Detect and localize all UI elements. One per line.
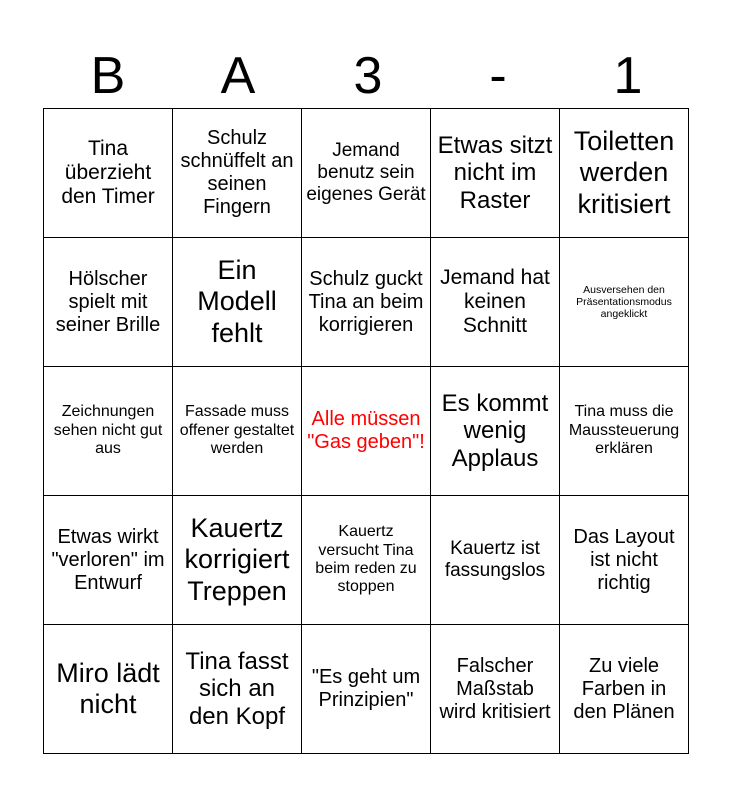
bingo-cell[interactable]: Tina fasst sich an den Kopf [173, 625, 302, 754]
header-letter: - [489, 47, 507, 105]
bingo-cell[interactable]: Tina überzieht den Timer [44, 109, 173, 238]
bingo-row [44, 496, 689, 625]
bingo-cell[interactable]: "Es geht um Prinzipien" [302, 625, 431, 754]
bingo-row [44, 625, 689, 754]
bingo-cell[interactable]: Zu viele Farben in den Plänen [560, 625, 689, 754]
bingo-cell[interactable]: Es kommt wenig Applaus [431, 367, 560, 496]
bingo-row [44, 367, 689, 496]
bingo-cell[interactable]: Zeichnungen sehen nicht gut aus [44, 367, 173, 496]
bingo-cell[interactable]: Hölscher spielt mit seiner Brille [44, 238, 173, 367]
header-letter: 1 [613, 47, 643, 105]
bingo-row [44, 109, 689, 238]
bingo-cell[interactable]: Schulz guckt Tina an beim korrigieren [302, 238, 431, 367]
bingo-cell[interactable]: Ein Modell fehlt [173, 238, 302, 367]
bingo-cell[interactable]: Etwas sitzt nicht im Raster [431, 109, 560, 238]
bingo-cell[interactable]: Fassade muss offener gestaltet werden [173, 367, 302, 496]
bingo-cell[interactable]: Toiletten werden kritisiert [560, 109, 689, 238]
bingo-cell[interactable]: Falscher Maßstab wird kritisiert [431, 625, 560, 754]
header-letter: A [220, 47, 256, 105]
bingo-cell[interactable]: Ausversehen den Präsentationsmodus angeklickt [560, 238, 689, 367]
bingo-header [43, 44, 693, 108]
bingo-cell[interactable]: Schulz schnüffelt an seinen Fingern [173, 109, 302, 238]
bingo-row [44, 238, 689, 367]
bingo-cell[interactable]: Etwas wirkt "verloren" im Entwurf [44, 496, 173, 625]
bingo-grid [43, 108, 689, 754]
bingo-cell[interactable]: Kauertz korrigiert Treppen [173, 496, 302, 625]
bingo-cell[interactable]: Das Layout ist nicht richtig [560, 496, 689, 625]
header-letter: B [90, 47, 126, 105]
bingo-cell[interactable]: Kauertz versucht Tina beim reden zu stoppen [302, 496, 431, 625]
bingo-cell-free[interactable]: Alle müssen "Gas geben"! [302, 367, 431, 496]
bingo-cell[interactable]: Miro lädt nicht [44, 625, 173, 754]
bingo-cell[interactable]: Jemand benutz sein eigenes Gerät [302, 109, 431, 238]
header-letter: 3 [353, 47, 383, 105]
bingo-cell[interactable]: Kauertz ist fassungslos [431, 496, 560, 625]
bingo-cell[interactable]: Jemand hat keinen Schnitt [431, 238, 560, 367]
bingo-cell[interactable]: Tina muss die Maussteuerung erklären [560, 367, 689, 496]
